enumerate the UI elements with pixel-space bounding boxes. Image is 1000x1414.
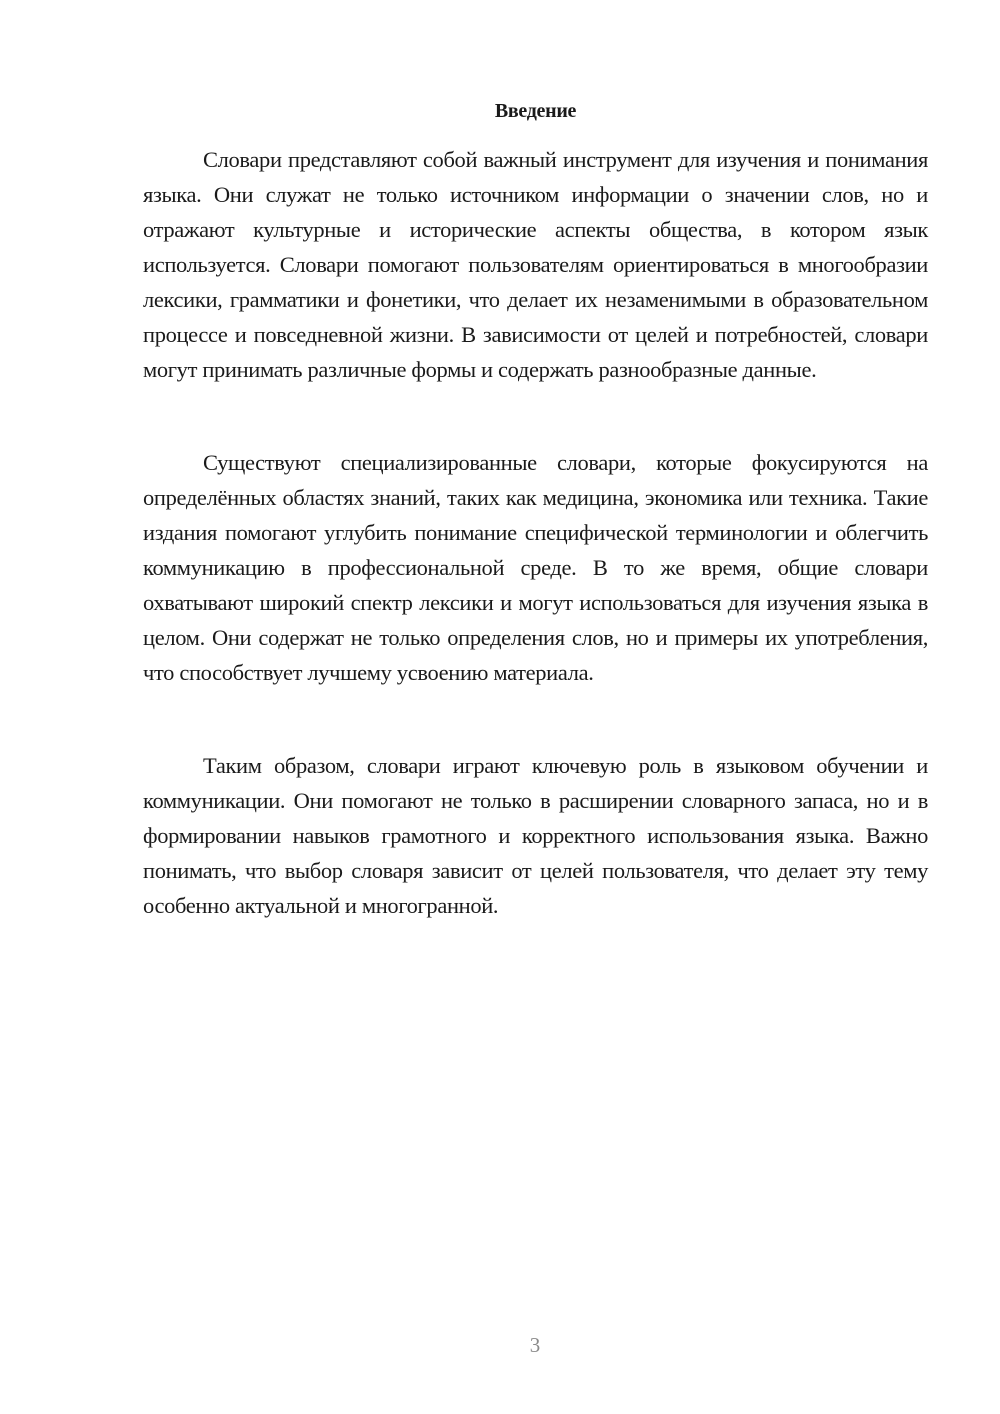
paragraph-1: Словари представляют собой важный инструмент для изучения и понимания языка. Они служат не только источником информации о значении слов, но и отражают культурные и исторические аспекты общества, в котором язык используется. Словари помогают пользователям ориентироваться в многообразии лексики, грамматики и фонетики, что делает их незаменимыми в образовательном процессе и повседневной жизни. В зависимости от целей и потребностей, словари могут принимать различные формы и содержать разнообразные данные. [143, 147, 928, 382]
paragraph-3: Таким образом, словари играют ключевую роль в языковом обучении и коммуникации. Они помогают не только в расширении словарного запаса, но и в формировании навыков грамотного и корректного использования языка. Важно понимать, что выбор словаря зависит от целей пользователя, что делает эту тему особенно актуальной и многогранной. [143, 753, 928, 918]
section-title: Введение [494, 100, 577, 122]
page-number: 3 [529, 1333, 541, 1357]
paragraph-2: Существуют специализированные словари, которые фокусируются на определённых областях знаний, таких как медицина, экономика или техника. Такие издания помогают углубить понимание специфической терминологии и облегчить коммуникацию в профессиональной среде. В то же время, общие словари охватывают широкий спектр лексики и могут использоваться для изучения языка в целом. Они содержат не только определения слов, но и примеры их употребления, что способствует лучшему усвоению материала. [143, 450, 928, 685]
